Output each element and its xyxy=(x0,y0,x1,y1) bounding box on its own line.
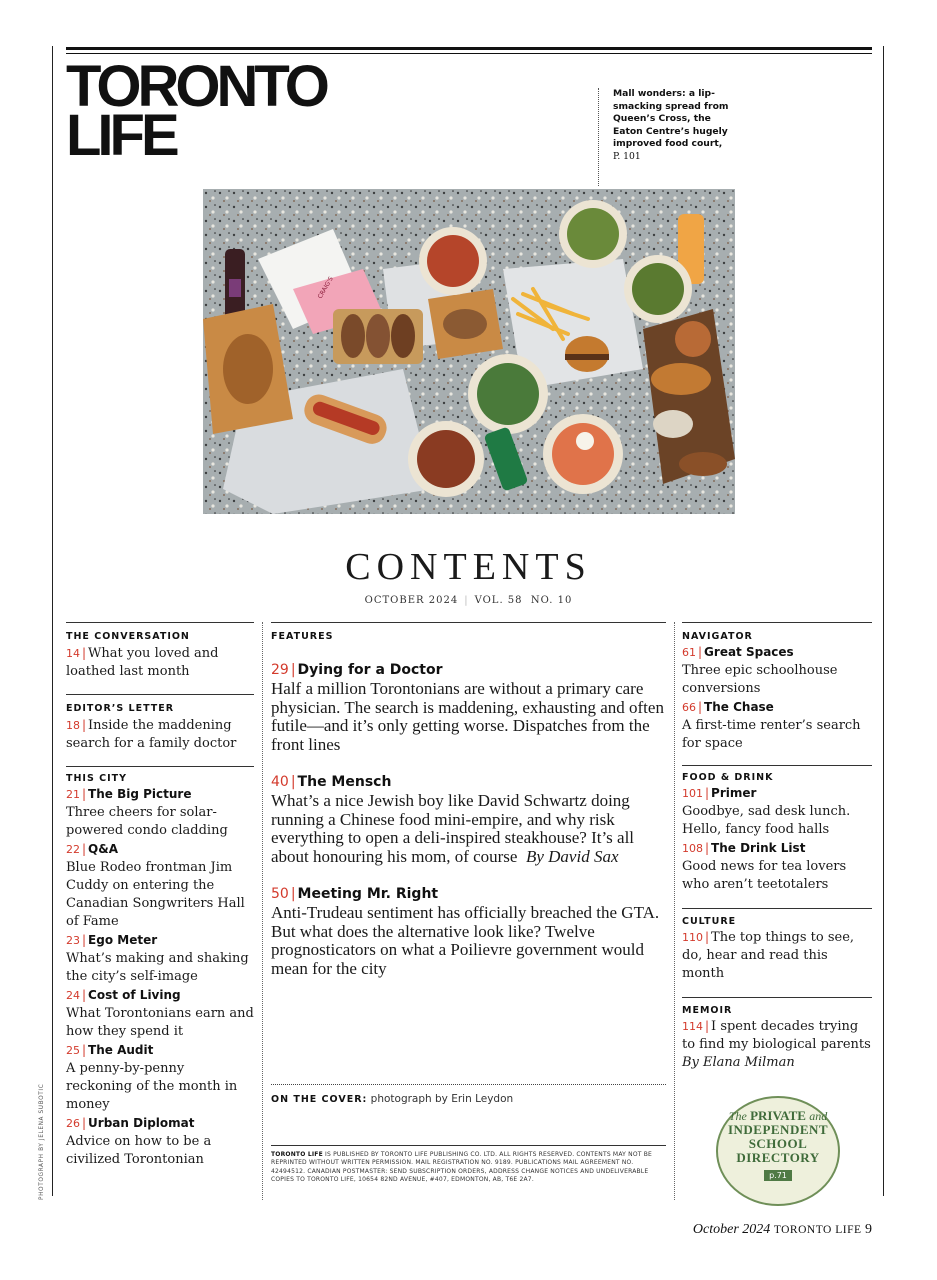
column-divider xyxy=(674,622,675,1200)
fried-chicken xyxy=(223,334,273,404)
folio xyxy=(693,1222,872,1238)
page-number: 26 xyxy=(66,1117,80,1130)
feature-title: The Mensch xyxy=(297,774,392,790)
entry-title: Great Spaces xyxy=(704,645,794,659)
photo-caption-text: Mall wonders: a lip-smacking spread from Queen’s Cross, the Eaton Centre’s hugely improved food court, xyxy=(613,88,729,150)
cover-rule xyxy=(271,1084,666,1085)
toc-entry[interactable]: 26 | Urban Diplomat Advice on how to be a civilized Torontonian xyxy=(66,1114,254,1169)
badge-line3: SCHOOL xyxy=(748,1136,808,1151)
cookie-box-label: CRAIG'S xyxy=(316,275,335,300)
entry-title: The Big Picture xyxy=(88,787,192,801)
feature-dek: Anti-Trudeau sentiment has officially breached the GTA. But what does the alternative look like? Twelve prognosticators on what a Poilievre government would mean for the city xyxy=(271,903,660,978)
food-spread-illustration xyxy=(203,189,735,514)
taco xyxy=(341,314,365,358)
issue-separator: | xyxy=(464,595,469,606)
page-number: 14 xyxy=(66,647,80,660)
photo-caption-page: P. 101 xyxy=(613,150,641,162)
entry-text: The top things to see, do, hear and read this month xyxy=(682,930,855,981)
legal-text: IS PUBLISHED BY TORONTO LIFE PUBLISHING CO. LTD. ALL RIGHTS RESERVED. CONTENTS MAY NOT BE REPRINTED WITHOUT WRITTEN PERMISSION. MAIL REGISTRATION NO. 9189. PUBLICATIONS MAIL AGREEMENT NO. 42494512. CANADIAN POSTMASTER: SEND SUBSCRIPTION ORDERS, ADDRESS CHANGE NOTICES AND UNDELIVERABLE COPIES TO TORONTO LIFE, 10654 82ND AVENUE, #407, EDMONTON, AB, T6E 2A7. xyxy=(271,1151,653,1183)
entry-text: What’s making and shaking the city’s self-image xyxy=(66,951,249,984)
legal-notice xyxy=(271,1151,666,1184)
photo-caption xyxy=(598,88,736,186)
toc-entry[interactable]: 61 | Great Spaces Three epic schoolhouse conversions xyxy=(682,643,872,698)
top-rule-thick xyxy=(66,47,872,50)
bowl-salad xyxy=(567,208,619,260)
feature-dek: Half a million Torontonians are without a primary care physician. The search is maddening, exhausting and often futile—and it’s only getting worse. Dispatches from the front lines xyxy=(271,679,664,754)
features-column xyxy=(271,622,666,978)
bowl-curry xyxy=(427,235,479,287)
right-border xyxy=(883,46,884,1196)
section-rule xyxy=(66,694,254,695)
badge-page: p.71 xyxy=(764,1170,792,1181)
entry-text: Three cheers for solar-powered condo cladding xyxy=(66,805,228,838)
page-number: 21 xyxy=(66,788,80,801)
toc-entry[interactable]: 101 | Primer Goodbye, sad desk lunch. Hello, fancy food halls xyxy=(682,784,872,839)
on-the-cover xyxy=(271,1093,513,1105)
section-head: FOOD & DRINK xyxy=(682,772,774,783)
entry-text: Advice on how to be a civilized Torontonian xyxy=(66,1134,212,1167)
section-head: FEATURES xyxy=(271,631,334,642)
section-rule xyxy=(66,766,254,767)
page-number: 61 xyxy=(682,646,696,659)
section-rule xyxy=(682,622,872,623)
taco-filling xyxy=(443,309,487,339)
photo-credit-wrapper xyxy=(39,1083,49,1210)
page-number: 40 xyxy=(271,774,289,790)
section-rule xyxy=(682,765,872,766)
badge-line2: INDEPENDENT xyxy=(727,1122,829,1137)
section-head: EDITOR’S LETTER xyxy=(66,703,175,714)
feature-title: Dying for a Doctor xyxy=(297,662,443,678)
entry-text: I spent decades trying to find my biological parents xyxy=(682,1019,871,1052)
page-number: 110 xyxy=(682,931,703,944)
issue-number: NO. 10 xyxy=(530,595,573,606)
masthead-line2: LIFE xyxy=(66,103,176,168)
baked-dish xyxy=(675,321,711,357)
section-head: MEMOIR xyxy=(682,1005,733,1016)
entry-text: A penny-by-penny reckoning of the month in money xyxy=(66,1061,238,1112)
section-head: THIS CITY xyxy=(66,773,127,784)
feature-entry[interactable]: 29 | Dying for a Doctor Half a million Torontonians are without a primary care physician. The search is maddening, exhausting and often futile—and it’s only getting worse. Dispatches from the front lines xyxy=(271,659,666,754)
badge-and: and xyxy=(809,1109,828,1123)
page-number: 25 xyxy=(66,1044,80,1057)
left-border xyxy=(52,46,53,1196)
cover-label: ON THE COVER: xyxy=(271,1094,368,1105)
entry-text: What Torontonians earn and how they spend it xyxy=(66,1006,254,1039)
entry-title: Q&A xyxy=(88,842,118,856)
cover-text: photograph by Erin Leydon xyxy=(370,1093,514,1105)
cover-photo xyxy=(203,189,735,514)
folio-month: October 2024 xyxy=(692,1222,771,1237)
page-number: 114 xyxy=(682,1020,703,1033)
entry-title: The Chase xyxy=(704,700,774,714)
bottle-label xyxy=(229,279,241,297)
toc-entry[interactable]: 18 | Inside the maddening search for a family doctor xyxy=(66,718,237,751)
entry-text: Goodbye, sad desk lunch. Hello, fancy food halls xyxy=(682,804,851,837)
feature-entry[interactable]: 40 | The Mensch What’s a nice Jewish boy like David Schwartz doing running a Chinese food mini-empire, and why risk everything to open a deli-inspired steakhouse? It’s all about honouring his mom, of course By David Sax xyxy=(271,774,635,866)
left-column xyxy=(66,622,254,1169)
section-head: CULTURE xyxy=(682,916,737,927)
right-column xyxy=(682,622,872,1072)
feature-entry[interactable]: 50 | Meeting Mr. Right Anti-Trudeau sentiment has officially breached the GTA. But what does the alternative look like? Twelve prognosticators on what a Poilievre government would mean for the city xyxy=(271,883,666,978)
feature-title: Meeting Mr. Right xyxy=(297,886,439,902)
page-number: 22 xyxy=(66,843,80,856)
private-school-directory-badge[interactable] xyxy=(716,1096,840,1206)
feature-byline: By David Sax xyxy=(525,846,619,866)
page-number: 101 xyxy=(682,787,703,800)
toc-entry[interactable]: 66 | The Chase A first-time renter’s search for space xyxy=(682,698,872,753)
toc-entry[interactable]: 23 | Ego Meter What’s making and shaking the city’s self-image xyxy=(66,931,254,986)
entry-title: Cost of Living xyxy=(88,988,181,1002)
bowl-poke xyxy=(632,263,684,315)
page-number: 29 xyxy=(271,662,289,678)
feature-dek: What’s a nice Jewish boy like David Schwartz doing running a Chinese food mini-empire, and why risk everything to open a deli-inspired steakhouse? It’s all about honouring his mom, of course xyxy=(271,791,635,866)
masthead-line1: TORONTO xyxy=(66,54,326,119)
cheesecake xyxy=(653,410,693,438)
photo-credit: PHOTOGRAPH BY JELENA SUBOTIC xyxy=(39,1083,45,1200)
burrata xyxy=(576,432,594,450)
contents-title: CONTENTS xyxy=(345,546,592,588)
masthead-logo xyxy=(66,54,326,168)
toc-entry[interactable]: 21 | The Big Picture Three cheers for solar-powered condo cladding xyxy=(66,785,254,840)
toc-entry[interactable]: 25 | The Audit A penny-by-penny reckoning of the month in money xyxy=(66,1041,254,1114)
entry-title: The Drink List xyxy=(711,841,806,855)
column-divider xyxy=(262,622,263,1200)
entry-byline: By Elana Milman xyxy=(682,1055,795,1070)
taco xyxy=(366,314,390,358)
toc-entry[interactable]: 14 | What you loved and loathed last month xyxy=(66,646,219,679)
entry-title: Primer xyxy=(711,786,757,800)
taco xyxy=(391,314,415,358)
burger-patty xyxy=(565,354,609,360)
issue-date: OCTOBER 2024 xyxy=(364,595,459,606)
section-head: THE CONVERSATION xyxy=(66,631,190,642)
bowl-greens xyxy=(477,363,539,425)
issue-line xyxy=(0,595,937,606)
entry-text: Good news for tea lovers who aren’t teetotalers xyxy=(682,859,847,892)
croissant xyxy=(651,363,711,395)
issue-volume: VOL. 58 xyxy=(474,595,523,606)
page-number: 108 xyxy=(682,842,703,855)
legal-rule xyxy=(271,1145,666,1146)
toc-entry[interactable]: 110 | The top things to see, do, hear and read this month xyxy=(682,930,855,981)
badge-line4: DIRECTORY xyxy=(736,1150,820,1165)
folio-page: 9 xyxy=(865,1222,872,1237)
entry-text: Inside the maddening search for a family doctor xyxy=(66,718,237,751)
badge-the: The xyxy=(728,1109,747,1123)
pastry xyxy=(679,452,727,476)
page-number: 66 xyxy=(682,701,696,714)
entry-title: Urban Diplomat xyxy=(88,1116,195,1130)
page-number: 18 xyxy=(66,719,80,732)
entry-title: Ego Meter xyxy=(88,933,158,947)
legal-brand: TORONTO LIFE xyxy=(271,1151,323,1158)
entry-text: What you loved and loathed last month xyxy=(66,646,219,679)
section-head: NAVIGATOR xyxy=(682,631,753,642)
badge-private: PRIVATE xyxy=(750,1108,806,1123)
entry-title: The Audit xyxy=(88,1043,154,1057)
toc-entry[interactable]: 22 | Q&A Blue Rodeo frontman Jim Cuddy on entering the Canadian Songwriters Hall of Fame xyxy=(66,840,254,931)
entry-text: Three epic schoolhouse conversions xyxy=(682,663,838,696)
section-rule xyxy=(682,997,872,998)
entry-text: Blue Rodeo frontman Jim Cuddy on entering the Canadian Songwriters Hall of Fame xyxy=(66,860,245,929)
bowl-wings xyxy=(417,430,475,488)
folio-magazine: TORONTO LIFE xyxy=(773,1224,862,1236)
toc-entry[interactable]: 114 | I spent decades trying to find my biological parents By Elana Milman xyxy=(682,1019,871,1070)
page-number: 50 xyxy=(271,886,289,902)
page-number: 24 xyxy=(66,989,80,1002)
toc-entry[interactable]: 24 | Cost of Living What Torontonians earn and how they spend it xyxy=(66,988,254,1039)
entry-text: A first-time renter’s search for space xyxy=(682,718,861,751)
section-rule xyxy=(66,622,254,623)
section-rule xyxy=(682,908,872,909)
toc-entry[interactable]: 108 | The Drink List Good news for tea lovers who aren’t teetotalers xyxy=(682,839,872,894)
page-number: 23 xyxy=(66,934,80,947)
section-rule xyxy=(271,622,666,623)
